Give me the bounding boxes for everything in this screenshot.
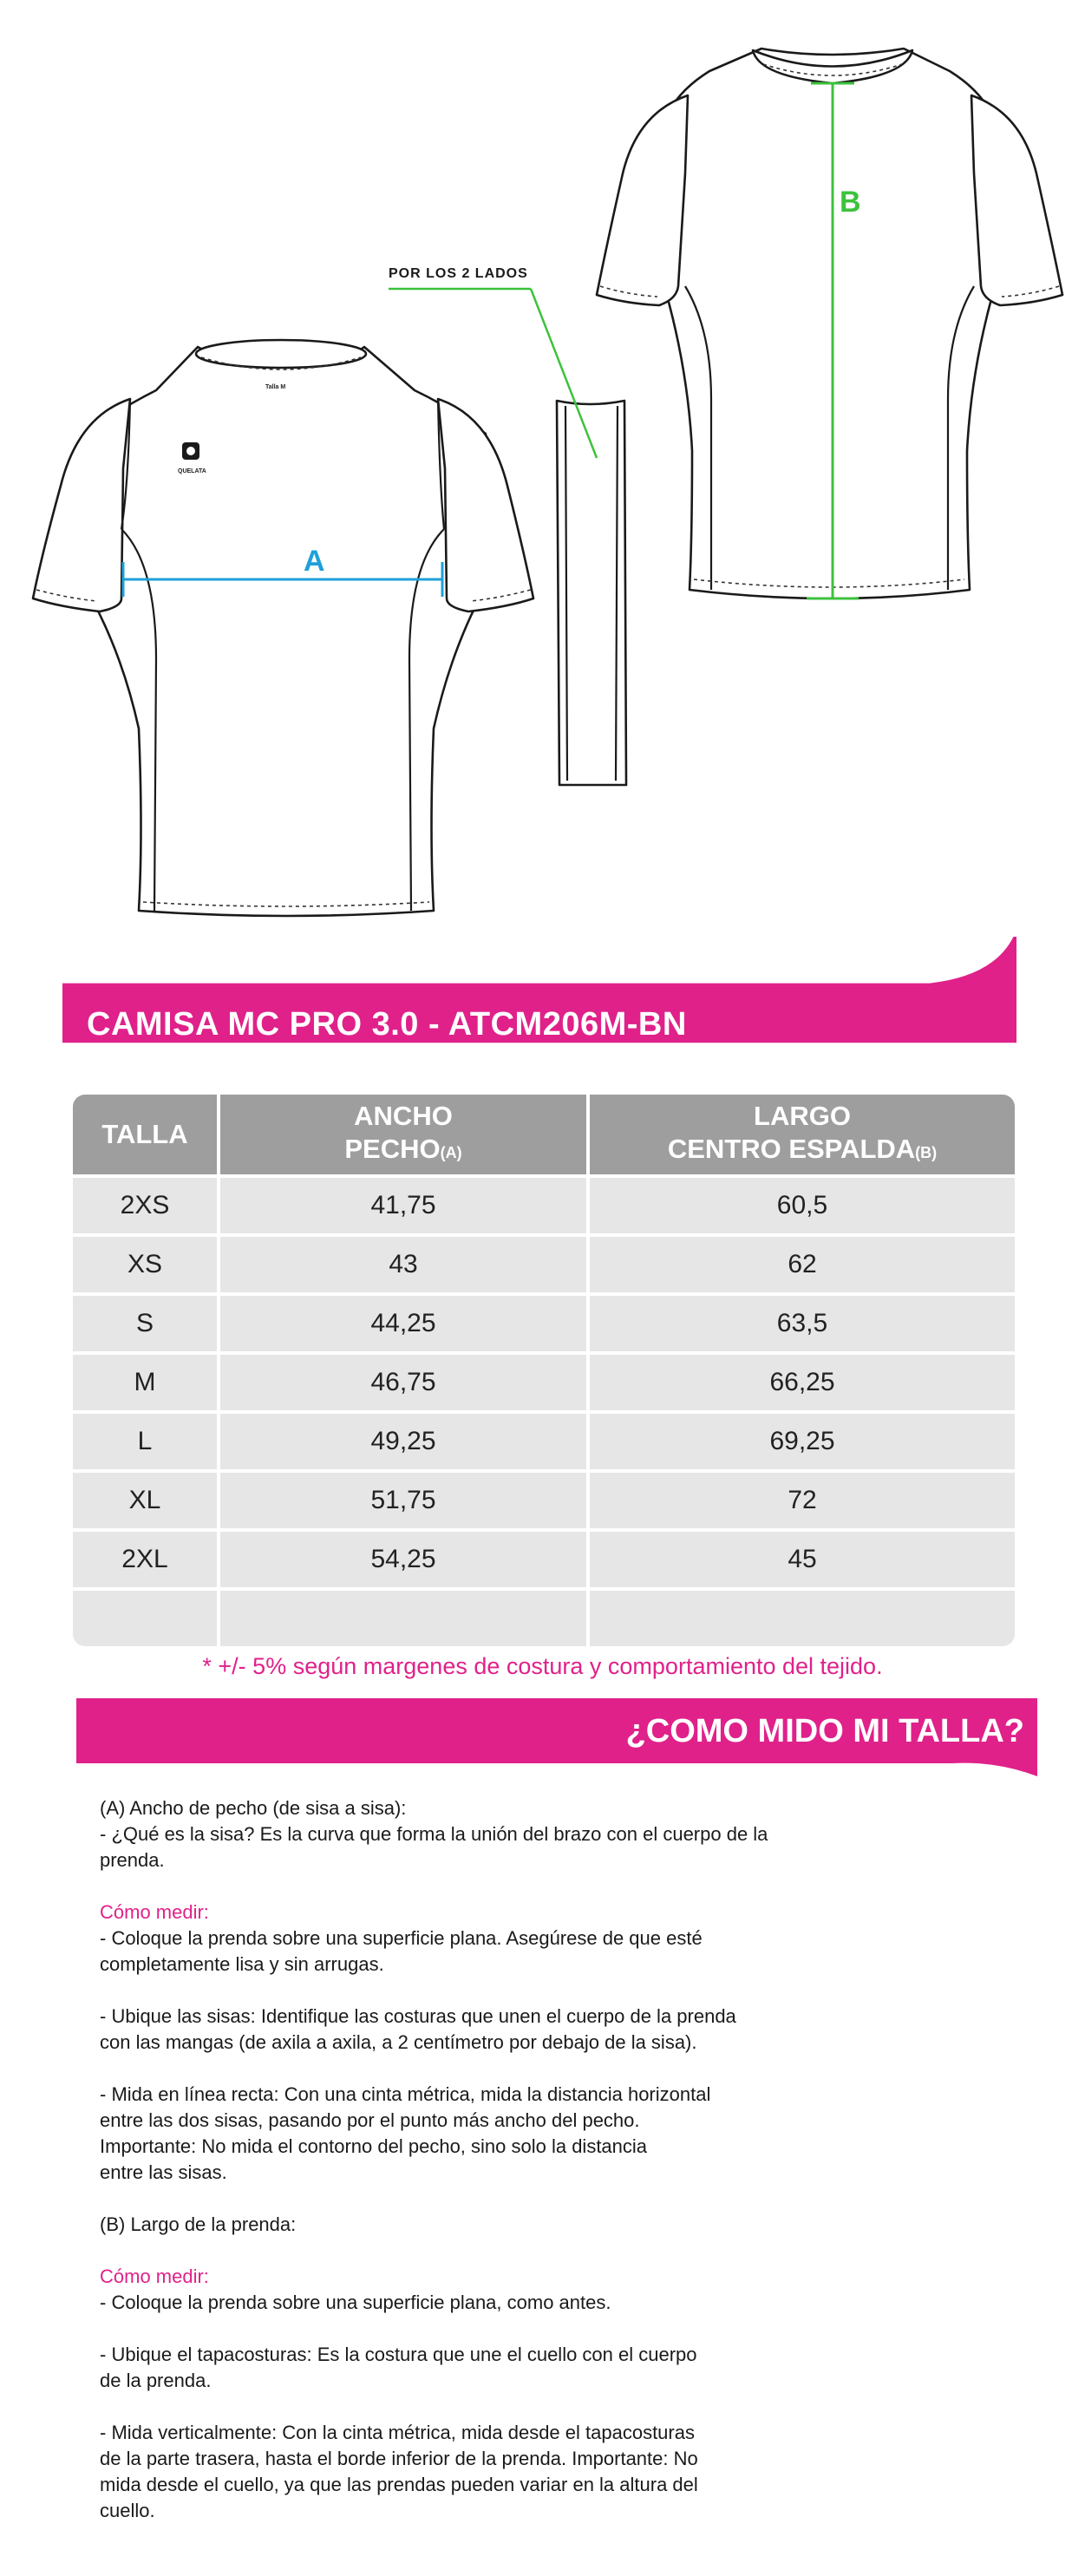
cell-ancho: 54,25 bbox=[217, 1532, 586, 1587]
step-text: - Mida en línea recta: Con una cinta métrica, mida la distancia horizontal bbox=[100, 2083, 711, 2105]
product-title: CAMISA MC PRO 3.0 - ATCM206M-BN bbox=[87, 1006, 687, 1043]
header-largo bbox=[586, 1095, 1015, 1174]
step-text: - Coloque la prenda sobre una superficie plana, como antes. bbox=[100, 2292, 611, 2313]
logo-text: QUELATA bbox=[178, 468, 206, 474]
header-ancho bbox=[217, 1095, 586, 1174]
measurement-instructions bbox=[100, 1795, 863, 2550]
section-a-text: - ¿Qué es la sisa? Es la curva que forma la unión del brazo con el cuerpo de la bbox=[100, 1823, 768, 1845]
table-row bbox=[73, 1296, 1015, 1351]
title-band bbox=[62, 937, 1016, 1065]
cell-ancho: 51,75 bbox=[217, 1473, 586, 1528]
step-text: - Ubique el tapacosturas: Es la costura que une el cuello con el cuerpo bbox=[100, 2344, 697, 2365]
cell-ancho: 49,25 bbox=[217, 1414, 586, 1469]
garment-illustrations bbox=[0, 0, 1085, 937]
cell-largo: 66,25 bbox=[586, 1355, 1015, 1410]
step-text: entre las sisas. bbox=[100, 2161, 227, 2183]
table-row bbox=[73, 1473, 1015, 1528]
cell-ancho: 41,75 bbox=[217, 1178, 586, 1233]
step-text: - Coloque la prenda sobre una superficie plana. Asegúrese de que esté bbox=[100, 1927, 703, 1949]
cell-talla: 2XS bbox=[120, 1191, 170, 1219]
step-text: mida desde el cuello, ya que las prendas pueden variar en la altura del bbox=[100, 2474, 698, 2495]
table-row bbox=[73, 1237, 1015, 1292]
measure-b-label: B bbox=[840, 186, 861, 219]
cell-talla: XS bbox=[127, 1250, 163, 1278]
step-text: - Mida verticalmente: Con la cinta métrica, mida desde el tapacosturas bbox=[100, 2422, 695, 2443]
header-talla: TALLA bbox=[101, 1119, 188, 1149]
cell-talla: XL bbox=[128, 1486, 161, 1514]
cell-largo: 45 bbox=[586, 1532, 1015, 1587]
step-text: cuello. bbox=[100, 2500, 155, 2521]
how-to-heading: Cómo medir: bbox=[100, 2265, 209, 2287]
how-to-heading: Cómo medir: bbox=[100, 1901, 209, 1923]
size-table bbox=[73, 1095, 1015, 1646]
back-shirt-drawing bbox=[597, 49, 1062, 598]
how-to-measure-title: ¿COMO MIDO MI TALLA? bbox=[625, 1713, 1024, 1749]
cell-largo: 63,5 bbox=[586, 1296, 1015, 1351]
header-largo-line2: CENTRO ESPALDA bbox=[667, 1134, 916, 1164]
cell-talla: S bbox=[135, 1309, 154, 1337]
cell-ancho bbox=[217, 1591, 586, 1646]
cell-ancho: 43 bbox=[217, 1237, 586, 1292]
table-row bbox=[73, 1591, 1015, 1646]
step-text: de la prenda. bbox=[100, 2370, 212, 2391]
header-largo-sub: (B) bbox=[915, 1144, 938, 1161]
cell-talla: 2XL bbox=[121, 1545, 168, 1573]
header-ancho-sub: (A) bbox=[440, 1144, 462, 1161]
cell-ancho: 44,25 bbox=[217, 1296, 586, 1351]
front-shirt-drawing bbox=[33, 340, 533, 916]
step-text: de la parte trasera, hasta el borde inferior de la prenda. Importante: No bbox=[100, 2448, 698, 2469]
tolerance-note: * +/- 5% según margenes de costura y comportamiento del tejido. bbox=[202, 1653, 883, 1679]
header-largo-line1: LARGO bbox=[754, 1101, 851, 1131]
table-header bbox=[73, 1095, 1015, 1174]
measure-a-label: A bbox=[304, 545, 325, 578]
cell-largo: 69,25 bbox=[586, 1414, 1015, 1469]
cell-talla: M bbox=[134, 1368, 156, 1396]
section-a-text: prenda. bbox=[100, 1849, 165, 1871]
cell-talla: L bbox=[137, 1427, 153, 1455]
table-row bbox=[73, 1178, 1015, 1233]
section-a-title: (A) Ancho de pecho (de sisa a sisa): bbox=[100, 1797, 407, 1819]
step-text: entre las dos sisas, pasando por el punto más ancho del pecho. bbox=[100, 2109, 640, 2131]
tag-label: Talla M bbox=[265, 384, 286, 390]
step-text: Importante: No mida el contorno del pecho, sino solo la distancia bbox=[100, 2135, 648, 2157]
header-ancho-line2: PECHO bbox=[344, 1134, 441, 1164]
table-row bbox=[73, 1414, 1015, 1469]
table-row bbox=[73, 1355, 1015, 1410]
header-ancho-line1: ANCHO bbox=[354, 1101, 453, 1131]
cell-ancho: 46,75 bbox=[217, 1355, 586, 1410]
step-text: completamente lisa y sin arrugas. bbox=[100, 1953, 384, 1975]
callout-label: POR LOS 2 LADOS bbox=[389, 266, 528, 281]
cell-largo: 72 bbox=[586, 1473, 1015, 1528]
table-row bbox=[73, 1532, 1015, 1587]
cell-largo: 60,5 bbox=[586, 1178, 1015, 1233]
step-text: con las mangas (de axila a axila, a 2 centímetro por debajo de la sisa). bbox=[100, 2031, 697, 2053]
cell-talla bbox=[73, 1591, 217, 1646]
section-b-title: (B) Largo de la prenda: bbox=[100, 2213, 297, 2235]
cell-largo: 62 bbox=[586, 1237, 1015, 1292]
cell-largo bbox=[586, 1591, 1015, 1646]
step-text: - Ubique las sisas: Identifique las costuras que unen el cuerpo de la prenda bbox=[100, 2005, 736, 2027]
